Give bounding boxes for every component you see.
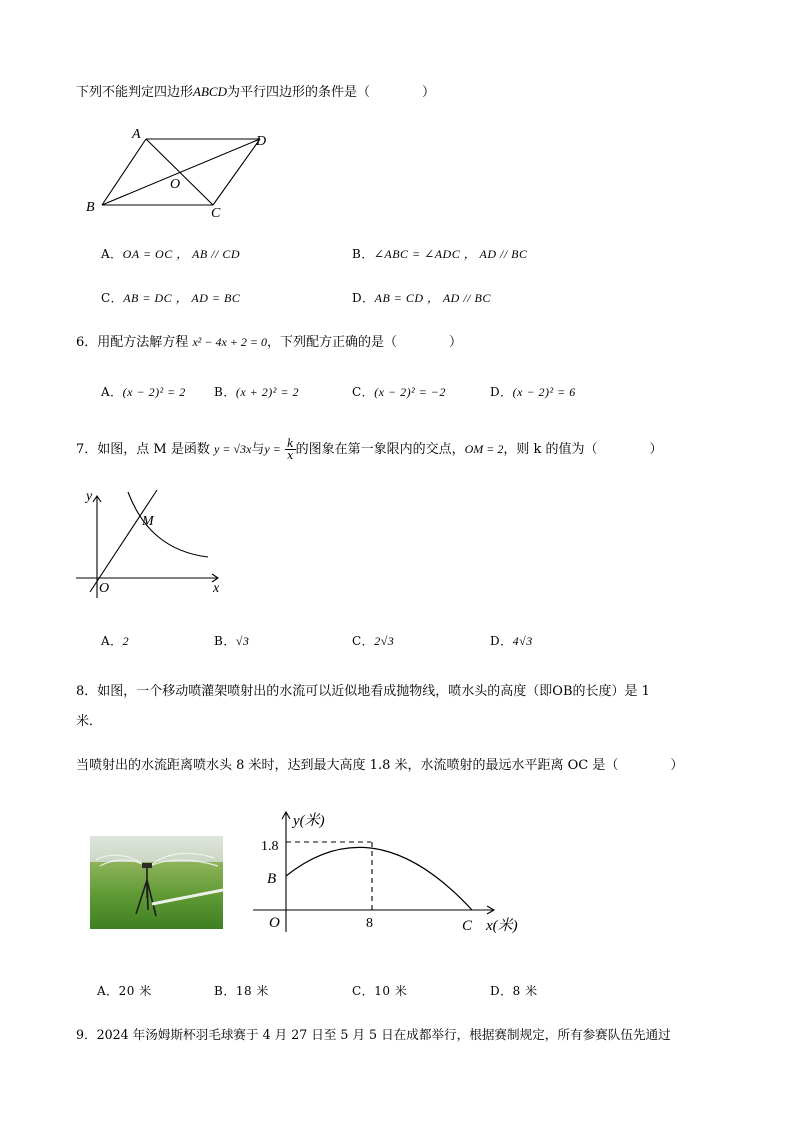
q8-line2: 米． — [76, 714, 103, 729]
axis-label-y: y — [86, 489, 93, 504]
q7-option-d: D．4√3 — [490, 634, 533, 648]
y-tick-label: 1.8 — [261, 839, 279, 854]
q6-option-c: C．(x − 2)² = −2 — [352, 385, 446, 399]
q8-option-a: A．20 米 — [97, 984, 152, 998]
q5-option-b: B．∠ABC = ∠ADC ， AD // BC — [352, 247, 528, 261]
q5-option-a: A．OA = OC ， AB // CD — [101, 247, 241, 261]
axis-label-x: x(米) — [486, 918, 518, 934]
q8-line3: 当喷射出的水流距离喷水头 8 米时，达到最大高度 1.8 米，水流喷射的最远水平距离 OC 是（ ） — [76, 758, 684, 773]
origin-label: O — [269, 915, 280, 931]
label-c: C — [211, 206, 221, 221]
q9-stem: 9．2024 年汤姆斯杯羽毛球赛于 4 月 27 日至 5 月 5 日在成都举行，根据赛制规定，所有参赛队伍先通过 — [76, 1027, 671, 1042]
sprinkler-photo — [90, 836, 223, 929]
point-c-label: C — [462, 918, 473, 934]
axis-label-x: x — [213, 581, 220, 596]
q7-graph-figure — [72, 484, 232, 602]
q5-option-d: D．AB = CD ， AD // BC — [352, 291, 491, 305]
q5-parallelogram-figure — [80, 122, 280, 222]
label-b: B — [86, 200, 95, 215]
label-a: A — [132, 127, 141, 142]
q6-option-a: A．(x − 2)² = 2 — [101, 385, 186, 399]
q6-option-b: B．(x + 2)² = 2 — [214, 385, 299, 399]
q7-stem: 7．如图，点 M 是函数 y = √3x与y = $\frac{k}{x}$ 的图象在第一象限内的交点，OM = 2，则 k 的值为（ ） — [76, 437, 663, 462]
edge-ab — [102, 139, 146, 205]
q8-option-c: C．10 米 — [352, 984, 408, 998]
hyperbola-k-over-x — [128, 492, 208, 557]
q8-option-b: B．18 米 — [214, 984, 269, 998]
k-over-x-fraction: $\frac{k}{x}$ — [286, 437, 294, 462]
q8-line1: 8．如图，一个移动喷灌架喷射出的水流可以近似地看成抛物线，喷水头的高度（即OB的长度）是 1 — [76, 684, 650, 699]
q7-option-c: C．2√3 — [352, 634, 395, 648]
q6-option-d: D．(x − 2)² = 6 — [490, 385, 576, 399]
q8-option-d: D．8 米 — [490, 984, 538, 998]
point-b-label: B — [267, 871, 277, 887]
x-tick-label: 8 — [366, 916, 373, 931]
q5-option-c: C．AB = DC ， AD = BC — [101, 291, 241, 305]
axis-label-y: y(米) — [293, 813, 325, 829]
q6-stem: 6．用配方法解方程 x² − 4x + 2 = 0，下列配方正确的是（ ） — [76, 335, 462, 350]
water-parabola — [286, 847, 472, 910]
line-y-sqrt3x — [90, 490, 157, 592]
label-o: O — [170, 177, 181, 192]
origin-label: O — [99, 581, 110, 596]
q7-option-a: A．2 — [101, 634, 130, 648]
label-d: D — [256, 134, 267, 149]
q7-option-b: B．√3 — [214, 634, 250, 648]
diagonal-ac — [146, 139, 213, 205]
point-m-label: M — [142, 514, 154, 529]
q8-parabola-figure — [250, 806, 540, 936]
q5-stem: 下列不能判定四边形ABCD为平行四边形的条件是（ ） — [76, 84, 435, 100]
